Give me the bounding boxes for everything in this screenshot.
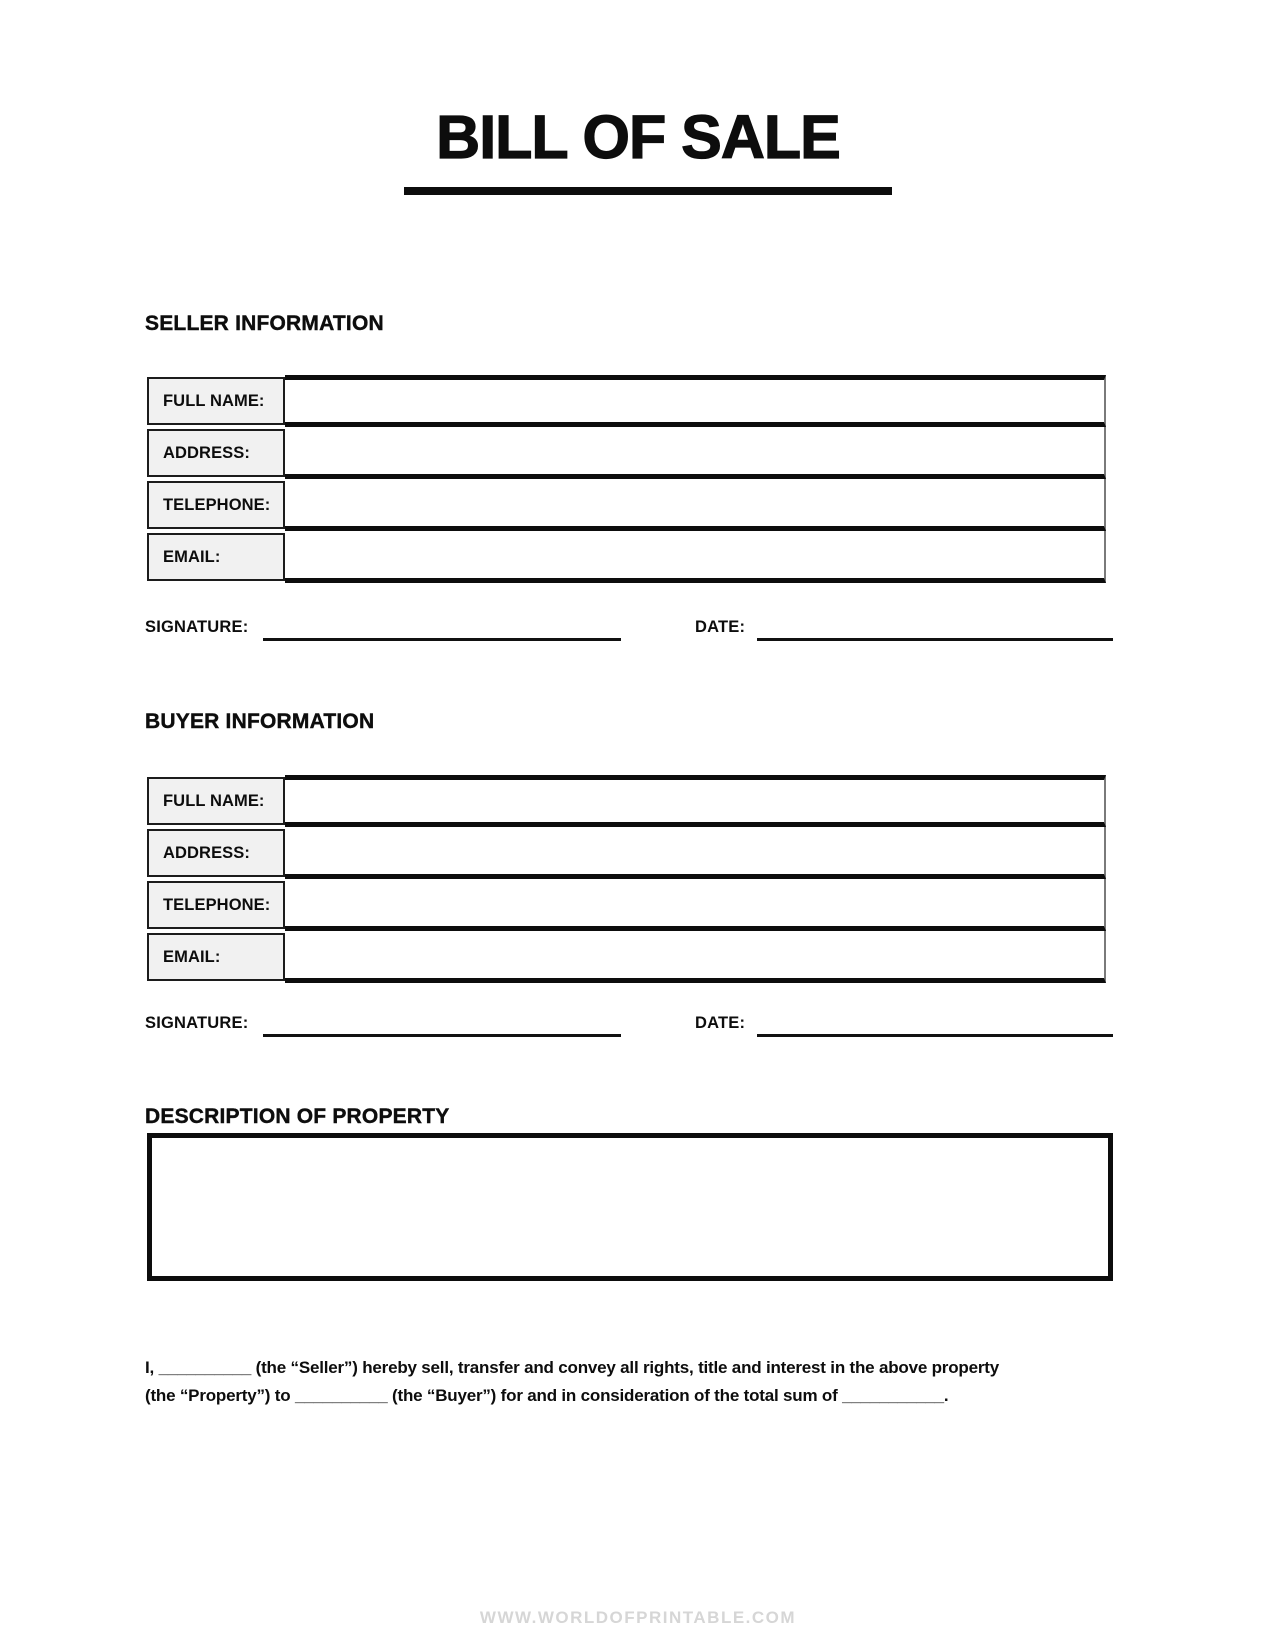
buyer-signature-line[interactable] xyxy=(263,1014,621,1037)
seller-full-name-label: FULL NAME: xyxy=(147,377,285,425)
title-underline xyxy=(404,187,892,195)
seller-address-label: ADDRESS: xyxy=(147,429,285,477)
legal-clause-line1: I, __________ (the “Seller”) hereby sell, transfer and convey all rights, title and interest in the above property xyxy=(145,1358,999,1377)
buyer-email-row xyxy=(147,931,1106,983)
page-title: BILL OF SALE xyxy=(436,103,840,171)
seller-section-heading: SELLER INFORMATION xyxy=(145,312,384,335)
seller-email-row xyxy=(147,531,1106,583)
buyer-email-field[interactable] xyxy=(285,931,1106,983)
seller-telephone-label: TELEPHONE: xyxy=(147,481,285,529)
buyer-telephone-field[interactable] xyxy=(285,879,1106,931)
footer-watermark: WWW.WORLDOFPRINTABLE.COM xyxy=(479,1608,797,1627)
buyer-signature-label: SIGNATURE: xyxy=(145,1014,249,1032)
seller-date-label: DATE: xyxy=(695,618,746,636)
seller-address-row xyxy=(147,427,1106,479)
property-description-box[interactable] xyxy=(147,1133,1113,1281)
seller-signature-line[interactable] xyxy=(263,618,621,641)
buyer-telephone-label: TELEPHONE: xyxy=(147,881,285,929)
buyer-full-name-row xyxy=(147,775,1106,827)
buyer-date-line[interactable] xyxy=(757,1014,1113,1037)
seller-signature-label: SIGNATURE: xyxy=(145,618,249,636)
buyer-full-name-field[interactable] xyxy=(285,775,1106,827)
seller-date-line[interactable] xyxy=(757,618,1113,641)
buyer-info-table xyxy=(147,775,1106,983)
legal-clause xyxy=(145,1354,999,1410)
seller-email-label: EMAIL: xyxy=(147,533,285,581)
seller-telephone-row xyxy=(147,479,1106,531)
seller-address-field[interactable] xyxy=(285,427,1106,479)
buyer-full-name-label: FULL NAME: xyxy=(147,777,285,825)
buyer-email-label: EMAIL: xyxy=(147,933,285,981)
buyer-date-label: DATE: xyxy=(695,1014,746,1032)
seller-telephone-field[interactable] xyxy=(285,479,1106,531)
seller-full-name-field[interactable] xyxy=(285,375,1106,427)
buyer-address-label: ADDRESS: xyxy=(147,829,285,877)
buyer-telephone-row xyxy=(147,879,1106,931)
legal-clause-line2: (the “Property”) to __________ (the “Buyer”) for and in consideration of the total sum of ___________. xyxy=(145,1386,949,1405)
property-section-heading: DESCRIPTION OF PROPERTY xyxy=(145,1105,450,1128)
seller-info-table xyxy=(147,375,1106,583)
seller-email-field[interactable] xyxy=(285,531,1106,583)
seller-full-name-row xyxy=(147,375,1106,427)
buyer-address-field[interactable] xyxy=(285,827,1106,879)
buyer-section-heading: BUYER INFORMATION xyxy=(145,710,375,733)
buyer-address-row xyxy=(147,827,1106,879)
